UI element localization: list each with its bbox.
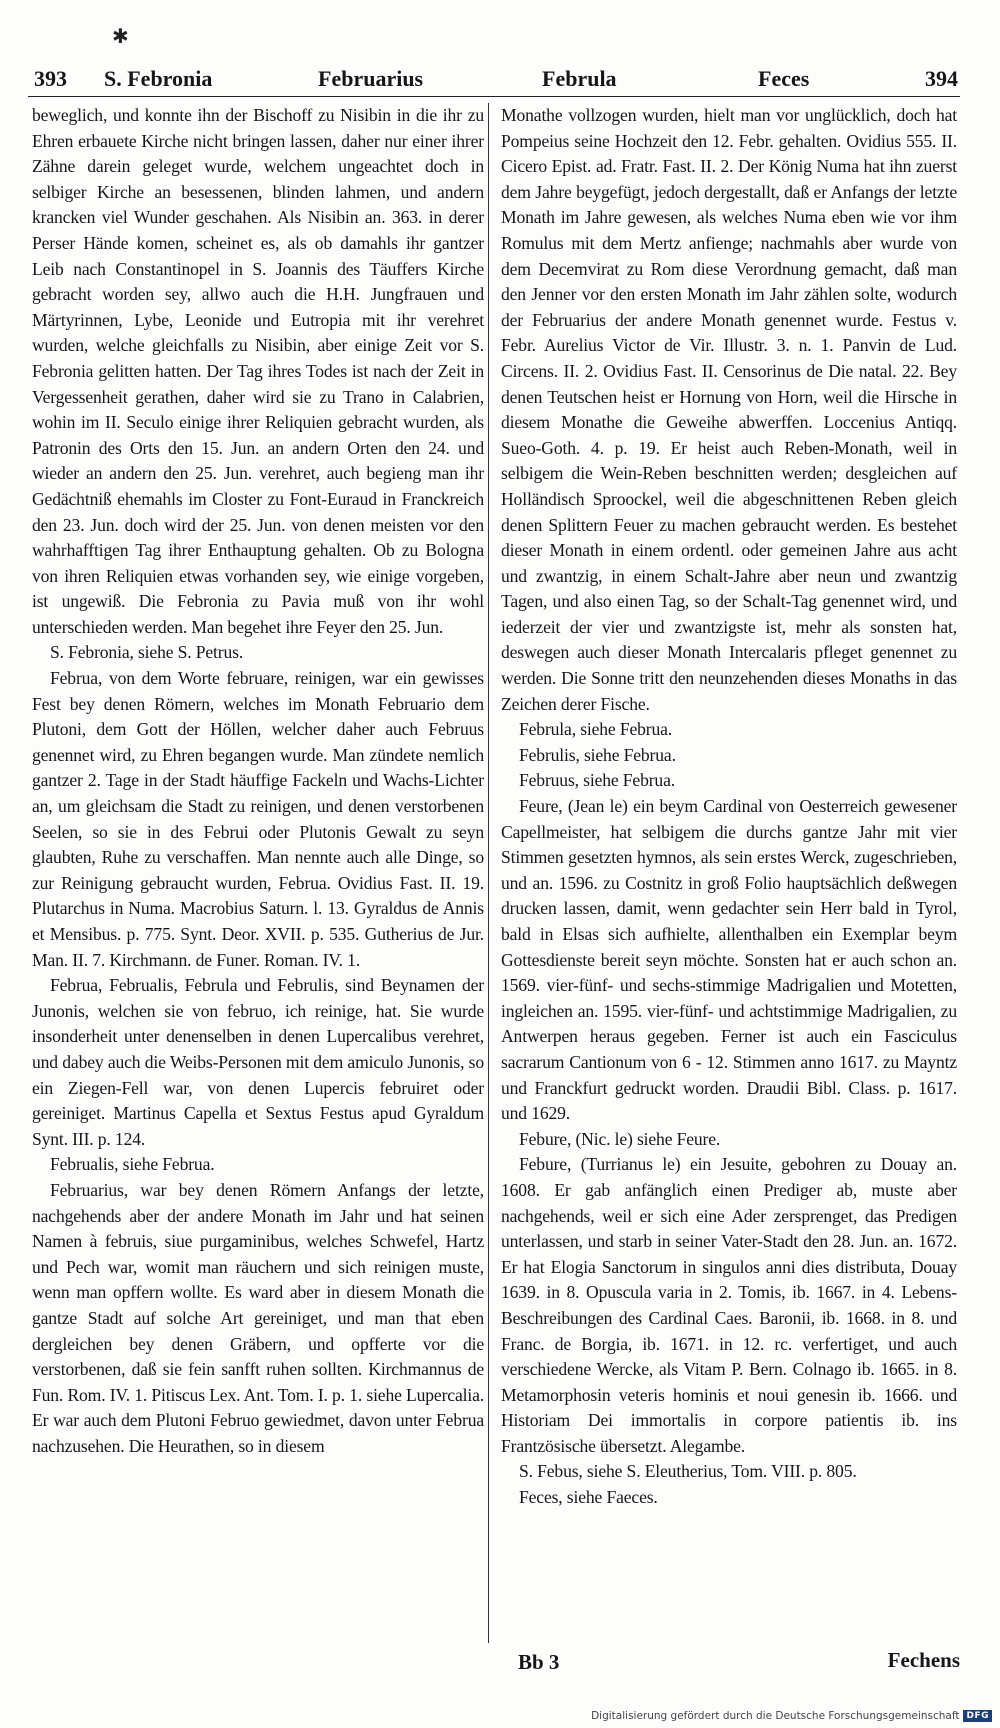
paragraph: Februalis, siehe Februa. bbox=[50, 1154, 215, 1175]
page-number-left: 393 bbox=[34, 66, 67, 91]
paragraph: Februa, von dem Worte februare, reinigen, war ein gewisses Fest bey denen Römern, welches im Monath Februario dem Plutoni, dem Gott der Höllen, welcher daher auch Februus genennet wird, zu Ehren begangen wurde. Man zündete nemlich gantzer 2. Tage in der Stadt häuffige Fackeln und Wachs-Lichter an, um gleichsam die Stadt zu reinigen, und denen verstorbenen Seelen, so sie in des Februi oder Plutonis Gewalt zu seyn glaubten, Ruhe zu verschaffen. Man nennte auch alle Dinge, so zur Reinigung gebraucht wurden, Februa. Ovidius Fast. II. 19. Plutarchus in Numa. Macrobius Saturn. l. 13. Gyraldus de Annis et Mensibus. p. 775. Synt. Deor. XVII. p. 535. Gutherius de Jur. Man. II. 7. Kirchmann. de Funer. Roman. IV. 1. bbox=[32, 668, 484, 970]
column-divider bbox=[488, 103, 489, 1643]
paragraph: Februlis, siehe Februa. bbox=[519, 744, 676, 765]
paragraph: Febure, (Turrianus le) ein Jesuite, gebohren zu Douay an. 1608. Er gab anfänglich einen Prediger ab, muste aber nachgehends, weil er sich eine Ader zersprenget, das Predigen unterlassen, und starb in seiner Vater-Stadt den 28. Jun. an. 1672. Er hat Elogia Sanctorum in singulos anni dies distributa, Douay 1639. in 8. Opuscula varia in 2. Tomis, ib. 1667. in 4. Lebens-Beschreibungen des Cardinal Caes. Baronii, ib. 1668. in 8. und Franc. de Borgia, ib. 1671. in 12. rc. verfertiget, und auch verschiedene Wercke, als Vitam P. Bern. Colnago ib. 1665. in 8. Metamorphosin veteris hominis et noui genesin ib. 1666. und Historiam Dei immortalis in corpore patientis ib. ins Frantzösische übersetzt. Alegambe. bbox=[501, 1154, 957, 1456]
ornament-mark: ✱ bbox=[112, 24, 129, 48]
paragraph: S. Febronia, siehe S. Petrus. bbox=[50, 642, 244, 663]
credit-text: Digitalisierung gefördert durch die Deutsche Forschungsgemeinschaft bbox=[591, 1710, 960, 1722]
right-column bbox=[501, 103, 957, 1511]
catchword: Fechens bbox=[887, 1648, 960, 1672]
digitization-credit bbox=[591, 1710, 992, 1722]
page-number-right: 394 bbox=[925, 66, 958, 91]
paragraph: Februarius, war bey denen Römern Anfangs der letzte, nachgehends aber der andere Monath im Jahr und hat seinen Namen à februis, siue purgaminibus, welches Schwefel, Hartz und Pech war, womit man räuchern und sich reinigen muste, wenn man opffern wollte. Es ward aber in diesem Monath die gantze Stadt auf solche Art gereiniget, und man that eben dergleichen bey denen Gräbern, und opfferte vor die verstorbenen, daß sie fein sanfft ruhen sollten. Kirchmannus de Fun. Rom. IV. 1. Pitiscus Lex. Ant. Tom. I. p. 1. siehe Lupercalia. Er war auch dem Plutoni Februo gewiedmet, davon unter Februa nachzusehen. Die Heurathen, so in diesem bbox=[32, 1179, 484, 1456]
signature-mark: Bb 3 bbox=[518, 1650, 560, 1674]
paragraph: Feces, siehe Faeces. bbox=[519, 1487, 658, 1508]
headword-2: Februarius bbox=[318, 66, 424, 91]
paragraph: Februus, siehe Februa. bbox=[519, 770, 675, 791]
dfg-logo: DFG bbox=[963, 1710, 992, 1722]
paragraph: beweglich, und konnte ihn der Bischoff zu Nisibin in die ihr zu Ehren erbauete Kirche nicht bringen lassen, daher nur einer ihrer Zähne darein geleget wurde, welchem ungeachtet doch in selbiger Kirche an besessenen, blinden lahmen, und andern krancken viel Wunder geschahen. Als Nisibin an. 363. in derer Perser Hände komen, scheinet es, als ob damahls ihr gantzer Leib nach Constantinopel in S. Joannis des Täuffers Kirche gebracht worden sey, allwo auch die H.H. Jungfrauen und Märtyrinnen, Lybe, Leonide und Eutropia mit ihr verehret wurden, welche gleichfalls zu Nisibin, aber einige Zeit vor S. Febronia gelitten hatten. Der Tag ihres Todes ist nach der Zeit in Vergessenheit gerathen, daher wird sie zu Trano in Calabrien, wohin im II. Seculo einige ihrer Reliquien gebracht wurden, als Patronin des Orts den 15. Jun. an andern Orten den 24. und wieder an andern den 25. Jun. verehret, auch begieng man ihr Gedächtniß ehemahls im Closter zu Font-Euraud in Franckreich den 23. Jun. doch wird der 25. Jun. von denen meisten vor den wahrhafftigen Tag ihrer Enthauptung gehalten. Ob zu Bologna von ihren Reliquien etwas vorhanden sey, wie einige vorgeben, ist ungewiß. Die Febronia zu Pavia muß von ihr wohl unterschieden werden. Man begehet ihre Feyer den 25. Jun. bbox=[32, 105, 484, 637]
paragraph: Febure, (Nic. le) siehe Feure. bbox=[519, 1128, 721, 1149]
running-header bbox=[28, 62, 960, 97]
left-column bbox=[32, 103, 484, 1459]
headword-1: S. Febronia bbox=[104, 66, 213, 91]
headword-4: Feces bbox=[758, 66, 810, 91]
paragraph: S. Febus, siehe S. Eleutherius, Tom. VIII. p. 805. bbox=[519, 1461, 857, 1482]
paragraph: Februa, Februalis, Februla und Februlis, sind Beynamen der Junonis, welchen sie von februo, ich reinige, hat. Sie wurde insonderheit unter denenselben in denen Lupercalibus verehret, und dabey auch die Weibs-Personen mit dem amiculo Junonis, so ein Ziegen-Fell war, von denen Lupercis februiret oder gereiniget. Martinus Capella et Sextus Festus apud Gyraldum Synt. III. p. 124. bbox=[32, 975, 484, 1149]
paragraph: Feure, (Jean le) ein beym Cardinal von Oesterreich gewesener Capellmeister, hat selbigem die durchs gantze Jahr mit vier Stimmen gesetzten hymnos, als sein erstes Werck, zugeschrieben, und an. 1596. zu Costnitz in groß Folio hauptsächlich deßwegen drucken lassen, damit, wenn gedachter sein Herr bald in Tyrol, bald in Elsas sich aufhielte, allenthalben ein Exemplar beym Gottesdienste bereit seyn möchte. Sonsten hat er auch schon an. 1569. vier-fünf- und sechs-stimmige Madrigalien und Motetten, ingleichen an. 1595. vier-fünf- und achtstimmige Madrigalien, zu Antwerpen heraus gegeben. Ferner ist auch ein Fasciculus sacrarum Cantionum von 6 - 12. Stimmen anno 1617. zu Mayntz und Franckfurt gedruckt worden. Draudii Bibl. Class. p. 1617. und 1629. bbox=[501, 796, 957, 1124]
headword-3: Februla bbox=[542, 66, 617, 91]
paragraph: Februla, siehe Februa. bbox=[519, 719, 673, 740]
paragraph: Monathe vollzogen wurden, hielt man vor unglücklich, doch hat Pompeius seine Hochzeit den 12. Febr. gehalten. Ovidius 555. II. Cicero Epist. ad. Fratr. Fast. II. 2. Der König Numa hat ihn zuerst dem Jahre beygefügt, jedoch dergestallt, daß er Anfangs der letzte Monath im Jahre gewesen, als welches Numa eben wie vor ihm Romulus mit dem Mertz anfienge; nachmahls aber wurde von dem Decemvirat zu Rom diese Verordnung gemacht, daß man den Jenner vor den ersten Monath im Jahr zählen solte, wodurch der Februarius der andere Monath genennet wurde. Festus v. Febr. Aurelius Victor de Vir. Illustr. 3. n. 1. Panvin de Lud. Circens. II. 2. Ovidius Fast. II. Censorinus de Die natal. 22. Bey denen Teutschen heist er Hornung von Horn, weil die Hirsche in diesem Monathe die Geweihe abwerffen. Loccenius Antiqq. Sueo-Goth. 4. p. 19. Er heist auch Reben-Monath, weil in selbigem die Wein-Reben beschnitten werden; desgleichen auf Holländisch Sproockel, weil die abgeschnittenen Reben gleich denen Splittern Feuer zu machen gebraucht werden. Es bestehet dieser Monath in einem ordentl. oder gemeinen Jahre aus acht und zwantzig, in einem Schalt-Jahre aber neun und zwantzig Tagen, und also einen Tag, so der Schalt-Tag genennet wird, und iederzeit der vier und zwantzigste ist, mehr als sonsten hat, deswegen auch dieser Monath Intercalaris pfleget genennet zu werden. Die Sonne tritt den neunzehenden dieses Monaths in das Zeichen derer Fische. bbox=[501, 105, 957, 714]
